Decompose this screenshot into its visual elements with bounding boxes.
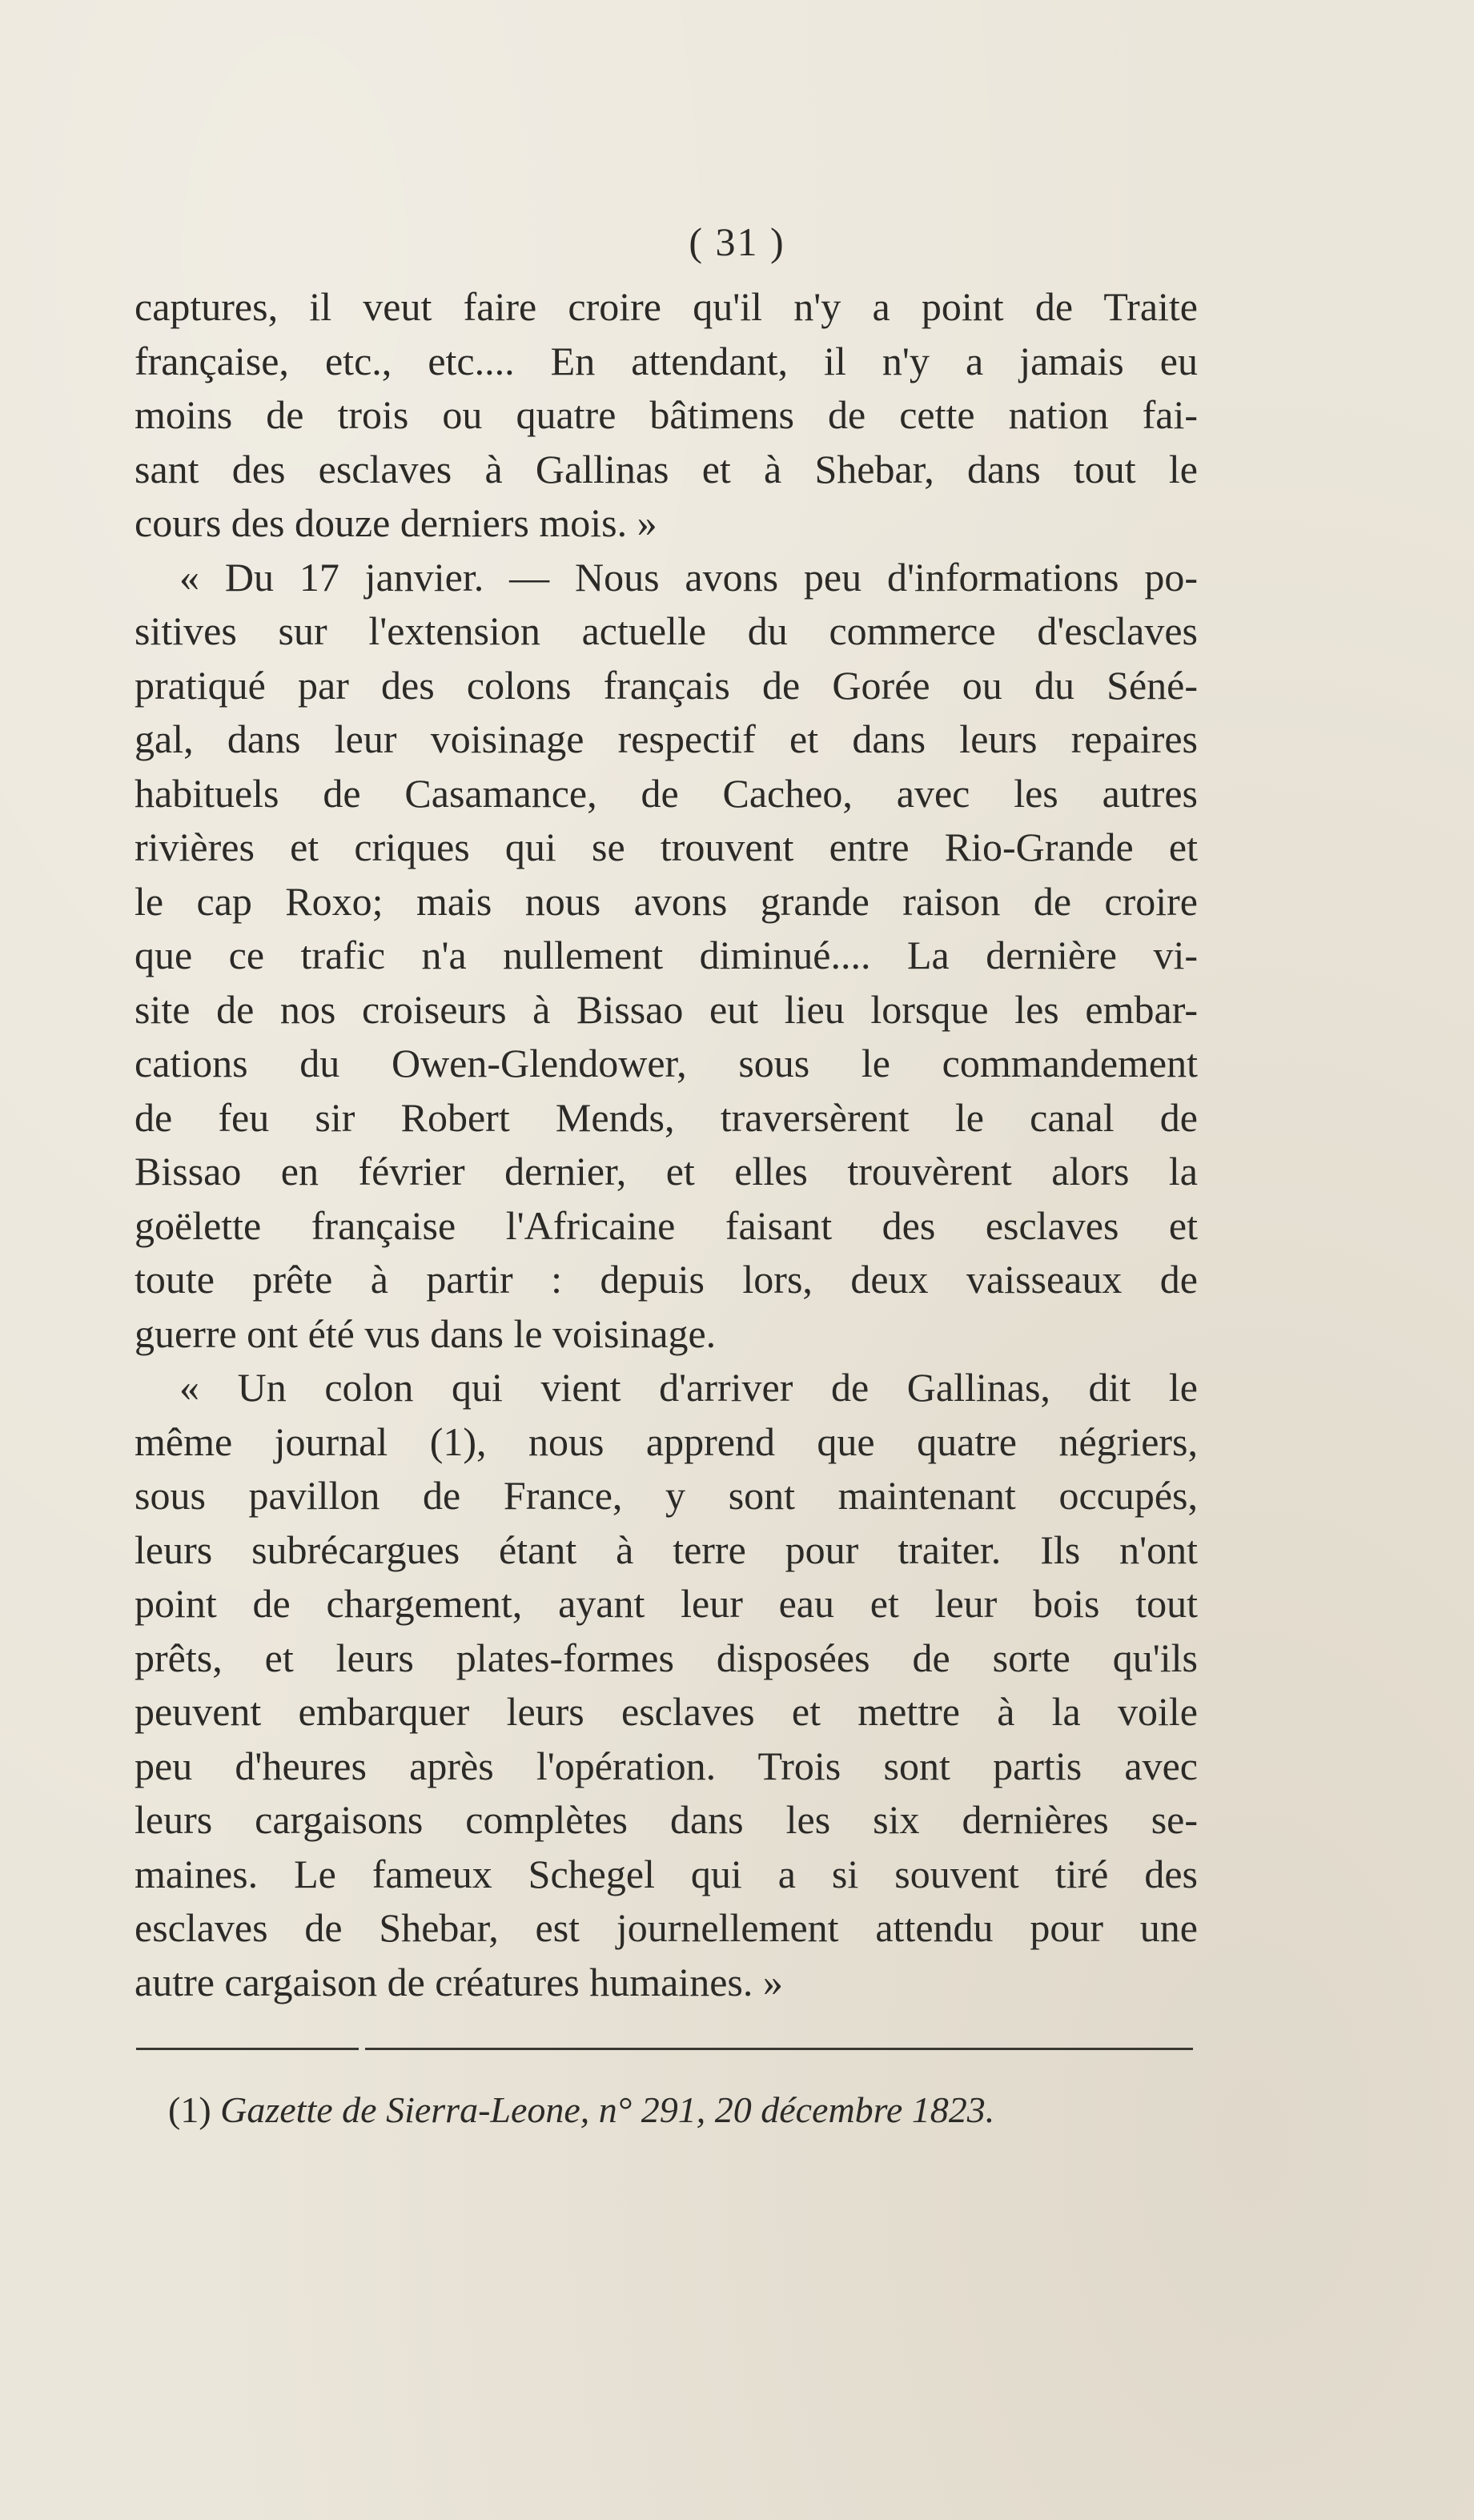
footnote [168, 2086, 1209, 2134]
text-line: toute prête à partir : depuis lors, deux vaisseaux de [135, 1257, 1198, 1302]
text-line: captures, il veut faire croire qu'il n'y a point de Traite [135, 284, 1198, 329]
body-text [135, 280, 1198, 2009]
text-line: maines. Le fameux Schegel qui a si souvent tiré des [135, 1851, 1198, 1896]
text-line: le cap Roxo; mais nous avons grande raison de croire [135, 878, 1198, 924]
text-line: française, etc., etc.... En attendant, il n'y a jamais eu [135, 338, 1198, 383]
text-line: habituels de Casamance, de Cacheo, avec les autres [135, 770, 1198, 816]
text-line: peu d'heures après l'opération. Trois sont partis avec [135, 1743, 1198, 1788]
text-line: esclaves de Shebar, est journellement attendu pour une [135, 1905, 1198, 1950]
text-line: leurs cargaisons complètes dans les six dernières se- [135, 1797, 1198, 1842]
text-line: leurs subrécargues étant à terre pour traiter. Ils n'ont [135, 1527, 1198, 1572]
text-line: moins de trois ou quatre bâtimens de cette nation fai- [135, 392, 1198, 437]
text-line: sous pavillon de France, y sont maintenant occupés, [135, 1473, 1198, 1518]
text-line: prêts, et leurs plates-formes disposées de sorte qu'ils [135, 1635, 1198, 1680]
text-line: pratiqué par des colons français de Gorée ou du Séné- [135, 662, 1198, 708]
page-number: ( 31 ) [689, 219, 785, 264]
text-line: cations du Owen-Glendower, sous le commandement [135, 1041, 1198, 1085]
text-line: sitives sur l'extension actuelle du commerce d'esclaves [135, 608, 1198, 653]
text-line: « Un colon qui vient d'arriver de Gallinas, dit le [179, 1365, 1198, 1410]
text-line: de feu sir Robert Mends, traversèrent le canal de [135, 1094, 1198, 1140]
text-line: même journal (1), nous apprend que quatre négriers, [135, 1419, 1198, 1464]
text-line: que ce trafic n'a nullement diminué.... La dernière vi- [135, 933, 1198, 977]
footnote-rule-long [365, 2048, 1193, 2050]
text-line: Bissao en février dernier, et elles trouvèrent alors la [135, 1149, 1198, 1194]
text-line: autre cargaison de créatures humaines. » [135, 1959, 783, 2004]
footnote-text: Gazette de Sierra-Leone, n° 291, 20 décembre 1823. [220, 2089, 995, 2130]
text-line: gal, dans leur voisinage respectif et dans leurs repaires [135, 716, 1198, 761]
footnote-rule-short [136, 2048, 359, 2050]
footnote-rule [136, 2046, 1193, 2053]
footnote-marker: (1) [168, 2089, 211, 2130]
text-line: guerre ont été vus dans le voisinage. [135, 1310, 717, 1356]
text-line: sant des esclaves à Gallinas et à Shebar, dans tout le [135, 446, 1198, 492]
text-line: peuvent embarquer leurs esclaves et mettre à la voile [135, 1689, 1198, 1734]
text-line: goëlette française l'Africaine faisant des esclaves et [135, 1202, 1198, 1248]
text-line: rivières et criques qui se trouvent entre Rio-Grande et [135, 825, 1198, 869]
text-line: site de nos croiseurs à Bissao eut lieu lorsque les embar- [135, 986, 1198, 1032]
text-line: point de chargement, ayant leur eau et leur bois tout [135, 1581, 1198, 1626]
text-line: « Du 17 janvier. — Nous avons peu d'informations po- [179, 554, 1198, 600]
text-line: cours des douze derniers mois. » [135, 500, 657, 545]
